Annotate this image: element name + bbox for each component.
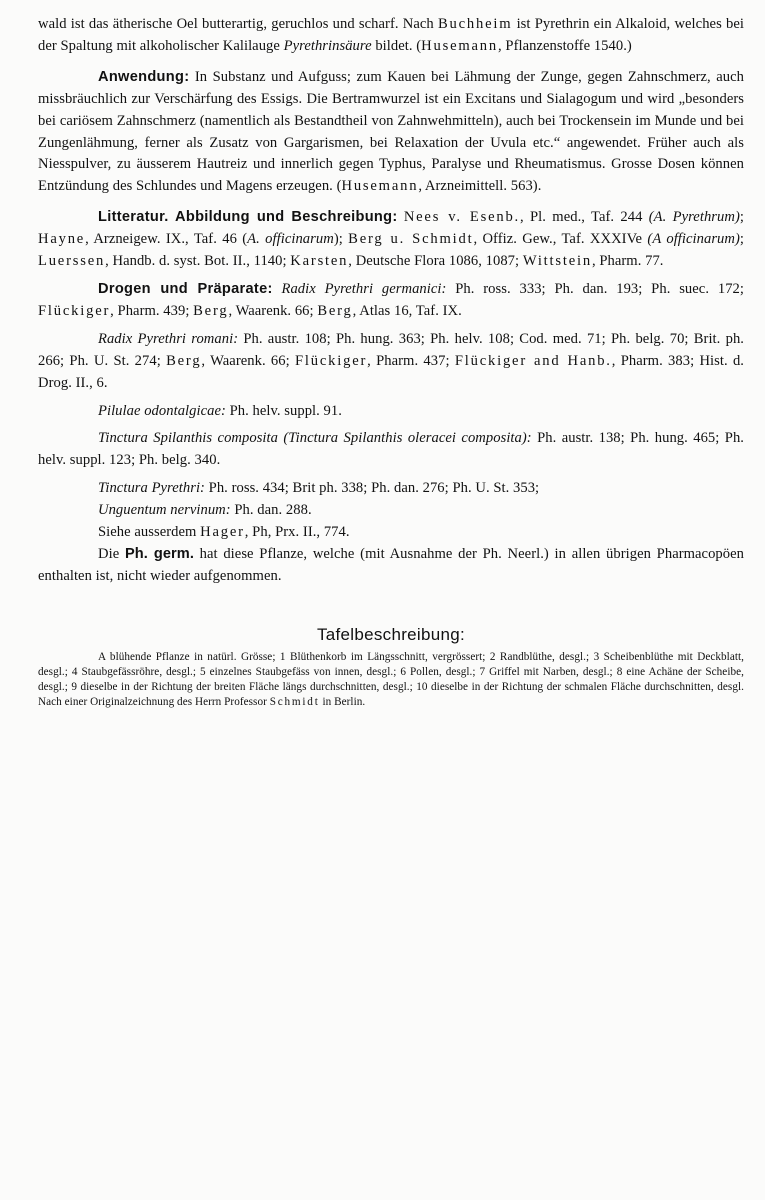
paragraph-litteratur bbox=[38, 207, 744, 273]
text-run: , Pharm. 439; bbox=[110, 302, 194, 319]
section-heading: Anwendung: bbox=[98, 68, 190, 85]
paragraph-drogen bbox=[38, 279, 744, 323]
italic-term: Radix Pyrethri romani: bbox=[98, 330, 239, 347]
italic-term: A. officinarum bbox=[247, 231, 334, 248]
italic-term: (A officinarum) bbox=[647, 231, 740, 248]
text-run: ; bbox=[739, 231, 745, 248]
text-run: ); bbox=[333, 231, 349, 248]
italic-term: Pyrethrinsäure bbox=[283, 37, 372, 54]
author-name: Flückiger bbox=[38, 302, 111, 319]
text-run: ist Pyrethrin ein Alkaloid, welches bei der Spaltung mit alkoholischer Kalilauge bbox=[38, 16, 744, 54]
text-run: wald ist das ätherische Oel butterartig, geruchlos und scharf. Nach bbox=[38, 16, 438, 32]
plate-description-title: Tafelbeschreibung: bbox=[316, 624, 466, 644]
text-run: , Atlas 16, Taf. IX. bbox=[352, 302, 462, 319]
italic-term: Unguentum nervinum: bbox=[98, 502, 231, 519]
author-name: Karsten bbox=[290, 253, 349, 270]
text-column bbox=[38, 14, 744, 710]
text-run: , Arzneimittell. 563). bbox=[418, 178, 542, 195]
author-name: Berg u. Schmidt bbox=[348, 231, 474, 248]
text-run: Ph. ross. 434; Brit ph. 338; Ph. dan. 276; Ph. U. St. 353; bbox=[204, 480, 540, 497]
author-name: Hayne bbox=[38, 231, 86, 248]
paragraph-tinctura-pyrethri bbox=[38, 478, 744, 500]
author-name: Luerssen bbox=[38, 253, 106, 270]
text-run: Ph. dan. 288. bbox=[230, 502, 312, 519]
paragraph-siehe bbox=[38, 522, 744, 544]
text-run: Ph. austr. 108; Ph. hung. 363; Ph. helv. 108; Cod. med. 71; Ph. belg. 70; Brit. ph. 266; Ph. U. St. 274; bbox=[38, 330, 744, 369]
text-run: , Arzneigew. IX., Taf. 46 ( bbox=[85, 231, 248, 248]
text-run: , Pharm. 437; bbox=[367, 352, 455, 369]
paragraph-tinctura-spilanthis bbox=[38, 428, 744, 472]
author-name: Wittstein bbox=[522, 253, 592, 270]
author-name: Husemann bbox=[421, 37, 498, 54]
paragraph-unguentum bbox=[38, 500, 744, 522]
text-run: ; bbox=[739, 209, 744, 226]
paragraph-ph-germ bbox=[38, 544, 744, 588]
text-run: , Waarenk. 66; bbox=[228, 302, 318, 319]
italic-term: (A. Pyrethrum) bbox=[648, 209, 740, 226]
text-run: , Handb. d. syst. Bot. II., 1140; bbox=[105, 253, 291, 270]
bold-term: Ph. germ. bbox=[124, 545, 194, 562]
text-run: , Pharm. 77. bbox=[591, 253, 664, 270]
author-name: Berg bbox=[193, 302, 229, 319]
text-run: , Waarenk. 66; bbox=[201, 352, 295, 369]
text-run: , Ph, Prx. II., 774. bbox=[244, 524, 350, 541]
italic-term: Radix Pyrethri germanici: bbox=[281, 280, 447, 297]
author-name: Nees v. Esenb. bbox=[403, 209, 521, 226]
author-name: Schmidt bbox=[269, 695, 320, 708]
plate-description-text bbox=[38, 650, 744, 710]
author-name: Berg bbox=[317, 302, 353, 319]
text-run: , Pharm. 383; Hist. d. Drog. II., 6. bbox=[38, 352, 744, 391]
author-name: Buchheim bbox=[437, 16, 513, 32]
italic-term: Pilulae odontalgicae: bbox=[98, 402, 226, 419]
author-name: Berg bbox=[166, 352, 202, 369]
section-heading: Drogen und Präparate: bbox=[98, 280, 273, 297]
author-name: Flückiger and Hanb. bbox=[454, 352, 612, 369]
text-run: Ph. austr. 138; Ph. hung. 465; Ph. helv. suppl. 123; Ph. belg. 340. bbox=[38, 430, 744, 469]
text-run: hat diese Pflanze, welche (mit Ausnahme der Ph. Neerl.) in allen übrigen Pharmacopöen enthalten ist, nicht wieder aufgenommen. bbox=[38, 545, 744, 584]
paragraph-pilulae bbox=[38, 401, 744, 423]
text-run: In Substanz und Aufguss; zum Kauen bei Lähmung der Zunge, gegen Zahnschmerz, auch missbräuchlich zur Verschärfung des Essigs. Die Bertramwurzel ist ein Excitans und Sialagogum und wird „besonders bei cariösem Zahnschmerz (namentlich als Bestandtheil von Zahnwehmitteln), auch bei Trockensein im Munde und bei Zungenlähmung, ferner als Zusatz von Gargarismen, bei Relaxation der Uvula etc.“ angewendet. Früher auch als Niesspulver, zu äusserem Hautreiz und innerlich gegen Typhus, Paralyse und Rheumatismus. Grosse Dosen können Entzündung des Schlundes und Magens erzeugen. ( bbox=[38, 68, 744, 195]
text-run: Die bbox=[98, 545, 125, 562]
author-name: Hager bbox=[200, 524, 245, 541]
paragraph-continuation bbox=[38, 14, 744, 58]
text-run: A blühende Pflanze in natürl. Grösse; 1 Blüthenkorb im Längsschnitt, vergrössert; 2 Randblüthe, desgl.; 3 Scheibenblüthe mit Deckblatt, desgl.; 4 Staubgefässröhre, desgl.; 5 einzelnes Staubgefäss von innen, desgl.; 6 Pollen, desgl.; 7 Griffel mit Narben, desgl.; 8 eine Achäne der Scheibe, desgl.; 9 dieselbe in der Richtung der breiten Fläche längs durchschnitten, desgl.; 10 dieselbe in der Richtung der schmalen Fläche durchschnitten, desgl. Nach einer Originalzeichnung des Herrn Professor bbox=[38, 650, 744, 708]
author-name: Flückiger bbox=[295, 352, 368, 369]
section-heading: Litteratur. Abbildung und Beschreibung: bbox=[98, 209, 398, 226]
paragraph-radix-romani bbox=[38, 329, 744, 395]
italic-term: Tinctura Spilanthis composita (Tinctura Spilanthis oleracei composita): bbox=[98, 430, 532, 447]
text-run: Ph. helv. suppl. 91. bbox=[225, 402, 342, 419]
text-run: Siehe ausserdem bbox=[98, 524, 201, 541]
text-run: bildet. ( bbox=[371, 37, 422, 54]
text-run: Ph. ross. 333; Ph. dan. 193; Ph. suec. 172; bbox=[446, 280, 744, 297]
text-run: , Offiz. Gew., Taf. XXXIVe bbox=[473, 231, 648, 248]
paragraph-anwendung bbox=[38, 67, 744, 198]
text-run: in Berlin. bbox=[319, 695, 366, 708]
italic-term: Tinctura Pyrethri: bbox=[98, 480, 205, 497]
author-name: Husemann bbox=[341, 178, 419, 195]
text-run: , Pl. med., Taf. 244 bbox=[520, 209, 649, 226]
text-run: , Pflanzenstoffe 1540.) bbox=[498, 37, 632, 54]
text-run: , Deutsche Flora 1086, 1087; bbox=[348, 253, 523, 270]
